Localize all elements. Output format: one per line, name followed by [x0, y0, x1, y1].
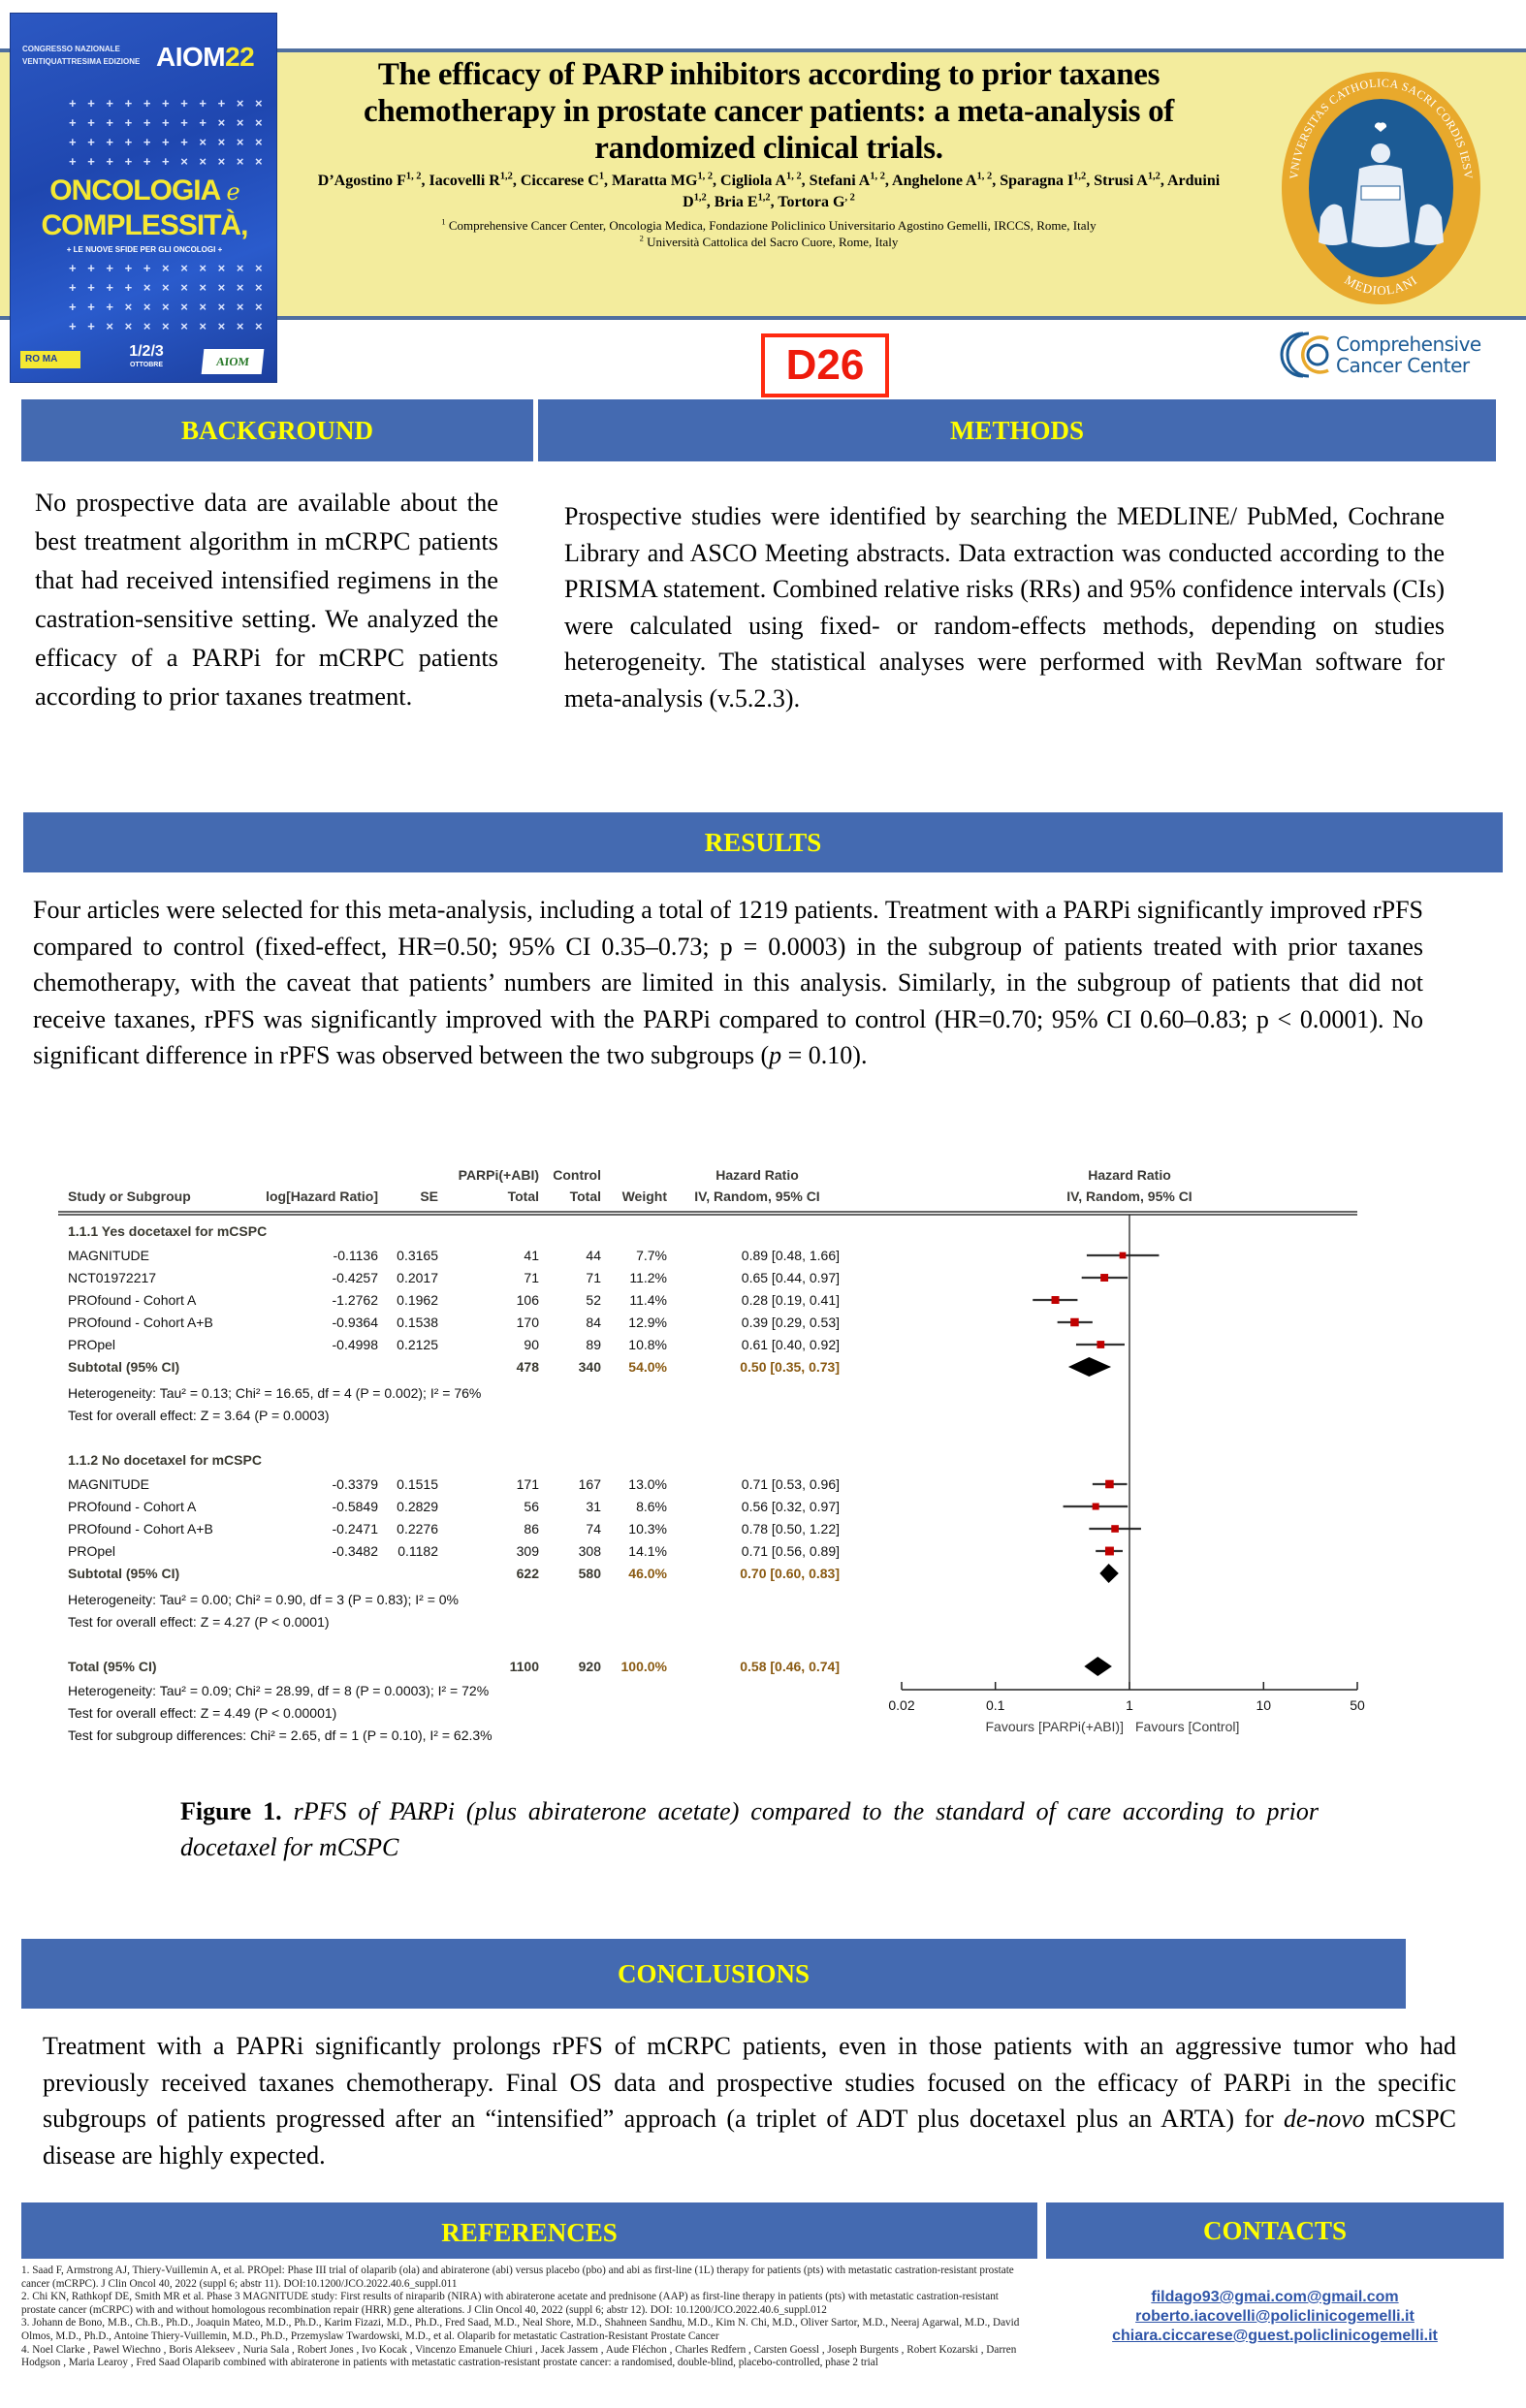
- conclusions-text-main: Treatment with a PAPRi significantly prolongs rPFS of mCRPC patients, even in those patients with an aggressive tumor who had previously received taxanes chemotherapy. Final OS data and prospective studies focused on the efficacy of PARPi in the specific subgroups of patients progressed after an “intensified” approach (a triplet of ADT plus docetaxel plus an ARTA) for: [43, 2032, 1456, 2133]
- conference-line1: CONGRESSO NAZIONALE: [22, 45, 120, 53]
- contact-email-2[interactable]: roberto.iacovelli@policlinicogemelli.it: [1135, 2308, 1415, 2325]
- seal-text-top: VNIVERSITAS CATHOLICA SACRI CORDIS IESV: [1287, 76, 1476, 180]
- author: [720, 173, 802, 189]
- treatment-total: 106: [516, 1292, 539, 1308]
- weight-value: 14.1%: [628, 1543, 667, 1559]
- study-marker: [1105, 1547, 1114, 1556]
- poster-code-badge: D26: [761, 333, 889, 397]
- header-total-1: Total: [507, 1188, 539, 1204]
- methods-text: Prospective studies were identified by searching the MEDLINE/ PubMed, Cochrane Library and ASCO Meeting abstracts. Data extraction was conducted according to the PRISMA statement. Combined relative risks (RRs) and 95% confidence intervals (CIs) were calculated using fixed- or random-effects methods, depending on studies heterogeneity. The statistical analyses were performed with RevMan software for meta-analysis (v.5.2.3).: [564, 502, 1445, 713]
- se-value: 0.2017: [397, 1270, 438, 1285]
- overall-effect-text: Test for overall effect: Z = 3.64 (P = 0.0003): [68, 1408, 330, 1423]
- author: [1000, 173, 1086, 189]
- se-value: 0.2829: [397, 1499, 438, 1514]
- conference-headline-1: [15, 174, 274, 207]
- dates-text: 1/2/3: [129, 343, 164, 360]
- hr-ci-value: 0.78 [0.50, 1.22]: [741, 1521, 840, 1537]
- figure-caption: [180, 1793, 1319, 1865]
- subtotal-diamond: [1099, 1564, 1118, 1583]
- log-hr-value: -0.2471: [332, 1521, 378, 1537]
- header-ci: IV, Random, 95% CI: [694, 1188, 820, 1204]
- subgroup-title: 1.1.1 Yes docetaxel for mCSPC: [68, 1223, 268, 1239]
- treatment-total: 56: [524, 1499, 539, 1514]
- figure-caption-text: rPFS of PARPi (plus abiraterone acetate) compared to the standard of care according to prior docetaxel for mCSPC: [180, 1797, 1319, 1861]
- affiliation-1: [302, 217, 1235, 234]
- title-block: [302, 56, 1235, 250]
- hr-ci-value: 0.50 [0.35, 0.73]: [740, 1359, 840, 1375]
- control-total: 89: [586, 1337, 601, 1352]
- references-heading: REFERENCES: [21, 2202, 1037, 2259]
- results-text: [33, 892, 1423, 1074]
- control-total: 84: [586, 1315, 601, 1330]
- seal-text-bottom: MEDIOLANI: [1342, 271, 1420, 299]
- x-tick-label: 10: [1256, 1697, 1272, 1713]
- plus-pattern-icon: + + + + + + + + × × ×: [69, 115, 267, 130]
- study-marker: [1097, 1341, 1104, 1348]
- author-affiliation: 1,2: [1147, 171, 1160, 182]
- header-weight: Weight: [621, 1188, 667, 1204]
- x-tick-label: 50: [1350, 1697, 1365, 1713]
- author-list: D’Agostino F$^{1, 2}$, Iacovelli R$^{1,2}$, Ciccarese $C^1$, Maratta MG$^{1, 2}$, Cigliola A$^{1, 2}$, Stefani A$^{1, 2}$, Anghelone A$^{1, 2}$, Sparagna I$^{1,2}$, Strusi A$^{1,2}$, Arduini D$^{1,2}$, Bria E$^{1,2}$, Tortora $G^{, 2}$: [317, 171, 1221, 210]
- log-hr-value: -0.1136: [333, 1248, 378, 1263]
- headline-script: e: [226, 178, 239, 206]
- results-text-main: Four articles were selected for this meta-analysis, including a total of 1219 patients. Treatment with a PARPi significantly improved rPFS compared to control (fixed-effect, HR=0.50; 95% CI 0.35–0.73; p = 0.0003) in the subgroup of patients treated with prior taxanes chemotherapy, with the caveat that patients’ numbers are limited in this analysis. Similarly, in the subgroup of patients that did not receive taxanes, rPFS was significantly improved with the PARPi compared to control (HR=0.70; 95% CI 0.60–0.83; p < 0.0001). No significant difference in rPFS was observed between the two subgroups (: [33, 896, 1423, 1069]
- header-loghr: log[Hazard Ratio]: [266, 1188, 378, 1204]
- treatment-total: 170: [516, 1315, 539, 1330]
- author-name: Ciccarese C: [520, 173, 599, 189]
- se-value: 0.3165: [397, 1248, 438, 1263]
- study-name: MAGNITUDE: [68, 1476, 149, 1492]
- hr-ci-value: 0.70 [0.60, 0.83]: [740, 1566, 840, 1581]
- conference-tagline: + LE NUOVE SFIDE PER GLI ONCOLOGI +: [66, 245, 223, 254]
- total-heterogeneity-text: Heterogeneity: Tau² = 0.09; Chi² = 28.99, df = 8 (P = 0.0003); I² = 72%: [68, 1683, 490, 1698]
- control-total: 580: [578, 1566, 601, 1581]
- author-name: Tortora G: [778, 194, 845, 210]
- header-total-2: Total: [569, 1188, 601, 1204]
- author-name: Iacovelli R: [429, 173, 500, 189]
- subtotal-label: Subtotal (95% CI): [68, 1359, 180, 1375]
- author-affiliation: 1,2: [693, 192, 707, 204]
- hr-ci-value: 0.61 [0.40, 0.92]: [741, 1337, 840, 1352]
- log-hr-value: -0.3379: [332, 1476, 378, 1492]
- contact-email-1[interactable]: fildago93@gmai.com@gmail.com: [1151, 2289, 1399, 2305]
- plus-pattern-icon: + + + + + + + × × × ×: [69, 135, 267, 149]
- author-affiliation: 1,2: [499, 171, 513, 182]
- study-marker: [1120, 1252, 1127, 1259]
- weight-value: 46.0%: [628, 1566, 667, 1581]
- cross-pattern-icon: + + + + + × × × × × ×: [69, 261, 267, 275]
- conference-headline-2: COMPLESSITÀ,: [41, 209, 248, 241]
- affiliation-num: 1: [441, 216, 446, 227]
- svg-text:MEDIOLANI: [1342, 272, 1419, 298]
- header-se: SE: [420, 1188, 438, 1204]
- author-name: Stefani A: [809, 173, 871, 189]
- study-name: PROfound - Cohort A+B: [68, 1521, 213, 1537]
- subgroup-title: 1.1.2 No docetaxel for mCSPC: [68, 1452, 262, 1468]
- seal-emblem-icon: [1282, 72, 1480, 304]
- heterogeneity-text: Heterogeneity: Tau² = 0.13; Chi² = 16.65, df = 4 (P = 0.002); I² = 76%: [68, 1385, 482, 1401]
- author: [429, 173, 513, 189]
- control-total: 74: [586, 1521, 601, 1537]
- log-hr-value: -0.4257: [332, 1270, 378, 1285]
- author-name: Arduini D: [683, 173, 1221, 210]
- affiliation-2: [302, 234, 1235, 250]
- treatment-total: 1100: [509, 1659, 539, 1674]
- cross-pattern-icon: + + + + × × × × × × ×: [69, 280, 267, 295]
- affiliation-text: Università Cattolica del Sacro Cuore, Rome, Italy: [647, 235, 899, 249]
- author: [715, 194, 771, 210]
- author-affiliation: 1, 2: [976, 171, 993, 182]
- author: [1094, 173, 1160, 189]
- se-value: 0.1962: [397, 1292, 438, 1308]
- weight-value: 54.0%: [628, 1359, 667, 1375]
- conference-logo: [10, 13, 277, 383]
- log-hr-value: -0.3482: [332, 1543, 378, 1559]
- control-total: 308: [578, 1543, 601, 1559]
- hr-ci-value: 0.71 [0.56, 0.89]: [741, 1543, 840, 1559]
- author-name: Anghelone A: [892, 173, 977, 189]
- header-treatment: PARPi(+ABI): [458, 1167, 539, 1183]
- results-heading: RESULTS: [23, 812, 1503, 872]
- treatment-total: 171: [516, 1476, 539, 1492]
- hr-ci-value: 0.28 [0.19, 0.41]: [741, 1292, 840, 1308]
- log-hr-value: -1.2762: [332, 1292, 378, 1308]
- author-name: Maratta MG: [612, 173, 698, 189]
- conclusions-heading: CONCLUSIONS: [21, 1939, 1406, 2009]
- conference-line2: VENTIQUATTRESIMA EDIZIONE: [22, 57, 141, 66]
- header-hazard-ratio-plot: Hazard Ratio: [1088, 1167, 1171, 1183]
- header-study: Study or Subgroup: [68, 1188, 191, 1204]
- ccc-rings-icon: [1282, 328, 1334, 382]
- treatment-total: 478: [516, 1359, 539, 1375]
- weight-value: 13.0%: [628, 1476, 667, 1492]
- aiom-logo-icon: AIOM: [202, 349, 265, 374]
- contacts-list: [1046, 2288, 1504, 2346]
- control-total: 920: [578, 1659, 601, 1674]
- treatment-total: 622: [516, 1566, 539, 1581]
- total-diamond: [1084, 1657, 1112, 1676]
- treatment-total: 86: [524, 1521, 539, 1537]
- author-name: D’Agostino F: [317, 173, 406, 189]
- affiliation-num: 2: [639, 233, 644, 243]
- author: [521, 173, 604, 189]
- hr-ci-value: 0.39 [0.29, 0.53]: [741, 1315, 840, 1330]
- author-affiliation: 1, 2: [405, 171, 422, 182]
- month-text: OTTOBRE: [129, 362, 164, 368]
- se-value: 0.1182: [397, 1543, 438, 1559]
- hr-ci-value: 0.65 [0.44, 0.97]: [741, 1270, 840, 1285]
- results-text-end: = 0.10).: [781, 1041, 868, 1069]
- reference-item: 1. Saad F, Armstrong AJ, Thiery-Vuillemin A, et al. PROpel: Phase III trial of olaparib (ola) and abiraterone (abi) versus placebo (pbo) and abi as first-line (1L) therapy for patients (pts) with metastatic castration-resistant prostate cancer (mCRPC). J Clin Oncol 40, 2022 (suppl 6; abstr 11). DOI:10.1200/JCO.2022.40.6_suppl.011: [21, 2265, 1014, 2290]
- author: [318, 173, 422, 189]
- control-total: 71: [586, 1270, 601, 1285]
- x-label-favours-control: Favours [Control]: [1135, 1719, 1240, 1734]
- heterogeneity-text: Heterogeneity: Tau² = 0.00; Chi² = 0.90, df = 3 (P = 0.83); I² = 0%: [68, 1592, 459, 1607]
- results-p-italic: p: [769, 1041, 782, 1069]
- reference-item: 4. Noel Clarke , Pawel Wiechno , Boris Alekseev , Nuria Sala , Robert Jones , Ivo Kocak , Vincenzo Emanuele Chiuri , Jacek Jassem , Aude Fléchon , Charles Redfern , Carsten Goessl , Joseph Burgents , Robert Kozarski , Darren Hodgson , Maria Learoy , Fred Saad Olaparib combined with abiraterone in patients with metastatic castration-resistant prostate cancer: a randomised, double-blind, placebo-controlled, phase 2 trial: [21, 2343, 1017, 2369]
- author-affiliation: 1,2: [1073, 171, 1087, 182]
- log-hr-value: -0.9364: [332, 1315, 378, 1330]
- x-tick-label: 0.1: [985, 1697, 1005, 1713]
- cross-pattern-icon: + + + × × × × × × × ×: [69, 300, 267, 314]
- conference-name: [22, 43, 150, 68]
- hr-ci-value: 0.89 [0.48, 1.66]: [741, 1248, 840, 1263]
- author-affiliation: 1, 2: [697, 171, 714, 182]
- subtotal-label: Total (95% CI): [68, 1659, 157, 1674]
- hr-ci-value: 0.71 [0.53, 0.96]: [741, 1476, 840, 1492]
- subtotal-diamond: [1068, 1357, 1111, 1377]
- log-hr-value: -0.5849: [332, 1499, 378, 1514]
- weight-value: 10.3%: [628, 1521, 667, 1537]
- treatment-total: 90: [524, 1337, 539, 1352]
- conference-brand: [156, 43, 254, 72]
- weight-value: 12.9%: [628, 1315, 667, 1330]
- forest-plot: [58, 1154, 1377, 1774]
- author: [892, 173, 992, 189]
- study-name: NCT01972217: [68, 1270, 157, 1285]
- study-name: PROpel: [68, 1337, 116, 1352]
- author: [810, 173, 885, 189]
- subgroup-difference-text: Test for subgroup differences: Chi² = 2.65, df = 1 (P = 0.10), I² = 62.3%: [68, 1727, 493, 1743]
- treatment-total: 41: [524, 1248, 539, 1263]
- hr-ci-value: 0.58 [0.46, 0.74]: [740, 1659, 840, 1674]
- weight-value: 8.6%: [636, 1499, 667, 1514]
- weight-value: 7.7%: [636, 1248, 667, 1263]
- author-name: Sparagna I: [1000, 173, 1074, 189]
- study-marker: [1100, 1274, 1108, 1282]
- references-list: [21, 2265, 1035, 2370]
- se-value: 0.1515: [397, 1476, 438, 1492]
- author-name: Cigliola A: [720, 173, 787, 189]
- subtotal-label: Subtotal (95% CI): [68, 1566, 180, 1581]
- affiliations: [302, 217, 1235, 250]
- ccc-line1: Comprehensive: [1336, 333, 1481, 356]
- university-seal-logo: [1282, 72, 1480, 304]
- poster-title: The efficacy of PARP inhibitors according to prior taxanes chemotherapy in prostate cancer patients: a meta-analysis of randomized clinical trials.: [364, 57, 1174, 166]
- comprehensive-cancer-center-logo: [1282, 328, 1505, 386]
- author-affiliation: 1, 2: [870, 171, 885, 182]
- weight-value: 10.8%: [628, 1337, 667, 1352]
- venue-badge: RO MA: [20, 351, 80, 368]
- background-heading: BACKGROUND: [21, 399, 533, 461]
- conference-dates: [108, 343, 185, 369]
- author-affiliation: 1: [598, 171, 605, 182]
- study-marker: [1052, 1296, 1060, 1304]
- study-name: PROfound - Cohort A: [68, 1292, 197, 1308]
- plus-pattern-icon: + + + + + + + + + × ×: [69, 96, 267, 111]
- control-total: 340: [578, 1359, 601, 1375]
- author-affiliation: , 2: [844, 192, 855, 204]
- conclusions-italic: de-novo: [1284, 2105, 1365, 2133]
- header-control: Control: [553, 1167, 601, 1183]
- contact-email-3[interactable]: chiara.ciccarese@guest.policlinicogemelli.it: [1112, 2328, 1438, 2344]
- header-ci-plot: IV, Random, 95% CI: [1066, 1188, 1192, 1204]
- figure-caption-label: Figure 1.: [180, 1797, 282, 1825]
- overall-effect-text: Test for overall effect: Z = 4.27 (P < 0.0001): [68, 1614, 330, 1630]
- x-tick-label: 1: [1126, 1697, 1133, 1713]
- ccc-line2: Cancer Center: [1336, 354, 1470, 377]
- study-name: PROfound - Cohort A: [68, 1499, 197, 1514]
- control-total: 31: [586, 1499, 601, 1514]
- hr-ci-value: 0.56 [0.32, 0.97]: [741, 1499, 840, 1514]
- study-marker: [1105, 1480, 1114, 1489]
- author-affiliation: 1, 2: [786, 171, 802, 182]
- study-name: MAGNITUDE: [68, 1248, 149, 1263]
- brand-text: AIOM: [156, 42, 226, 72]
- study-name: PROfound - Cohort A+B: [68, 1315, 213, 1330]
- se-value: 0.2276: [397, 1521, 438, 1537]
- study-marker: [1093, 1503, 1099, 1509]
- study-name: PROpel: [68, 1543, 116, 1559]
- author: [612, 173, 713, 189]
- header-hazard-ratio: Hazard Ratio: [715, 1167, 799, 1183]
- treatment-total: 309: [516, 1543, 539, 1559]
- background-text: No prospective data are available about the best treatment algorithm in mCRPC patients that had received intensified regimens in the castration-sensitive setting. We analyzed the efficacy of a PARPi for mCRPC patients according to prior taxanes treatment.: [35, 488, 498, 711]
- weight-value: 11.4%: [629, 1292, 667, 1308]
- control-total: 44: [586, 1248, 601, 1263]
- conclusions-text-end: mCSPC disease are highly expected.: [43, 2105, 1456, 2170]
- weight-value: 11.2%: [629, 1270, 667, 1285]
- conclusions-text: [43, 2028, 1456, 2173]
- plus-pattern-icon: + + + + + + × × × × ×: [69, 154, 267, 169]
- control-total: 167: [578, 1476, 601, 1492]
- reference-item: 3. Johann de Bono, M.B., Ch.B., Ph.D., Joaquin Mateo, M.D., Ph.D., Karim Fizazi, M.D., Ph.D., Fred Saad, M.D., Neal Shore, M.D., Shahneen Sandhu, M.D., Kim N. Chi, M.D., Oliver Sartor, M.D., Neeraj Agarwal, M.D., David Olmos, M.D., Ph.D., Antoine Thiery-Vuillemin, M.D., Ph.D., Przemyslaw Twardowski, M.D., et al. Olaparib for metastatic Castration-Resistant Prostate Cancer: [21, 2317, 1020, 2342]
- cross-pattern-icon: + + × × × × × × × × ×: [69, 319, 267, 333]
- headline-word: ONCOLOGIA: [49, 174, 220, 206]
- treatment-total: 71: [524, 1270, 539, 1285]
- x-label-favours-treatment: Favours [PARPi(+ABI)]: [985, 1719, 1124, 1734]
- log-hr-value: -0.4998: [332, 1337, 378, 1352]
- x-tick-label: 0.02: [888, 1697, 915, 1713]
- contacts-heading: CONTACTS: [1046, 2202, 1504, 2259]
- reference-item: 2. Chi KN, Rathkopf DE, Smith MR et al. Phase 3 MAGNITUDE study: First results of niraparib (NIRA) with abiraterone acetate and prednisone (AAP) as first-line therapy in patients (pts) with metastatic castration-resistant prostate cancer (mCRPC) with and without homologous recombination repair (HRR) gene alterations. J Clin Oncol 40, 2022 (suppl 6; abstr 12). DOI: 10.1200/JCO.2022.40.6_suppl.012: [21, 2291, 999, 2316]
- weight-value: 100.0%: [620, 1659, 667, 1674]
- author-name: Bria E: [714, 194, 758, 210]
- affiliation-text: Comprehensive Cancer Center, Oncologia Medica, Fondazione Policlinico Universitario Agostino Gemelli, IRCCS, Rome, Italy: [448, 218, 1097, 233]
- ccc-logo-text: [1336, 333, 1481, 376]
- author-affiliation: 1,2: [757, 192, 771, 204]
- se-value: 0.2125: [397, 1337, 438, 1352]
- author: [778, 194, 855, 210]
- control-total: 52: [586, 1292, 601, 1308]
- brand-number: 22: [225, 42, 255, 72]
- study-marker: [1111, 1525, 1119, 1533]
- methods-heading: METHODS: [538, 399, 1496, 461]
- author-name: Strusi A: [1094, 173, 1148, 189]
- study-marker: [1070, 1318, 1079, 1327]
- se-value: 0.1538: [397, 1315, 438, 1330]
- total-overall-effect-text: Test for overall effect: Z = 4.49 (P < 0.00001): [68, 1705, 337, 1721]
